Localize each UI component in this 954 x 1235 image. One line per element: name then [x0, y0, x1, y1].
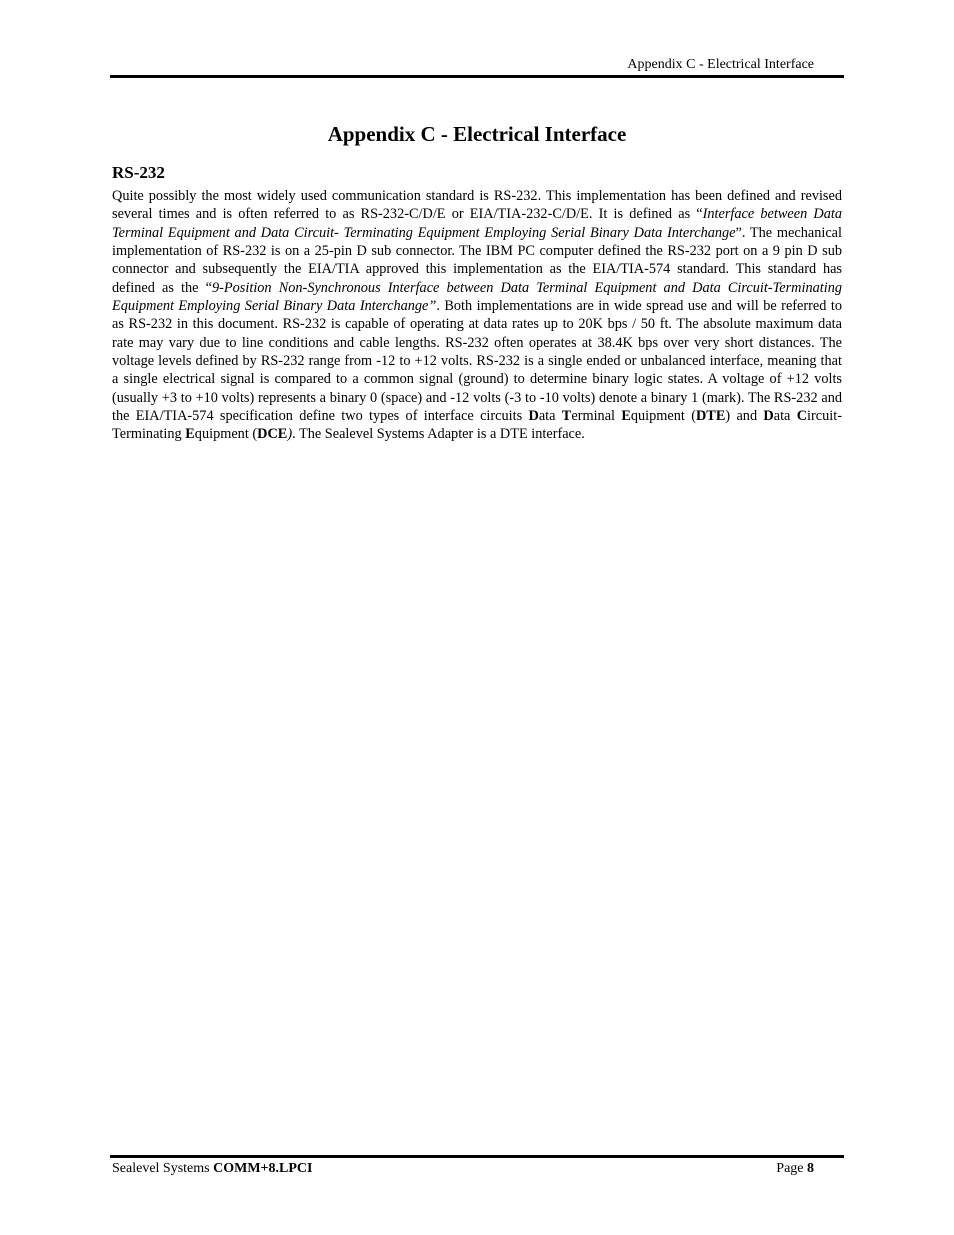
text-run: ata: [773, 408, 797, 425]
text-run: . Both implementations are in wide spread use and will be referred to as RS-232 in this document. RS-232 is capable of operating at data rates up to 20K bps / 50 ft. The absolute maximum data rate may vary due to line conditions and cable lengths. RS-232 often operates at 38.4K bps over very short distances. The voltage levels defined by RS-232 range from -12 to +12 volts. RS-232 is a single ended or unbalanced interface, meaning that a single electrical signal is compared to a common signal (ground) to determine binary logic states. A voltage of +12 volts (usually +3 to +10 volts) represents a binary 0 (space) and -12 volts (-3 to -10 volts) denote a binary 1 (mark). The RS-232 and the EIA/TIA-574 specification define two types of interface circuits: [112, 298, 842, 425]
bold-letter: E: [185, 426, 195, 443]
bold-letter: C: [796, 408, 808, 425]
bold-letter: T: [561, 408, 572, 425]
bold-letter: D: [528, 408, 539, 425]
bold-letter: E: [621, 408, 631, 425]
text-run: quipment (: [630, 408, 696, 425]
italic-text-run: ): [287, 426, 293, 443]
bold-letter: D: [763, 408, 774, 425]
footer-product: [112, 1160, 312, 1178]
dte-abbreviation: DTE: [695, 408, 726, 425]
text-run: ) and: [725, 408, 764, 425]
footer-rule: [110, 1155, 844, 1158]
page-number: 8: [807, 1161, 814, 1176]
text-run: Quite possibly the most widely used communication standard is RS-232. This implementation has been defined and revised several times and is often referred to as RS-232-C/D/E or EIA/TIA-232-C/D/E. It is defined as “: [112, 188, 842, 223]
text-run: erminal: [571, 408, 622, 425]
text-run: quipment (: [194, 426, 258, 443]
footer-company: Sealevel Systems: [112, 1161, 214, 1176]
section-heading: RS-232: [112, 163, 165, 182]
text-run: ircuit-Terminating: [112, 408, 842, 443]
dce-abbreviation: DCE: [257, 426, 288, 443]
text-run: ata: [538, 408, 562, 425]
body-paragraph: [112, 187, 842, 444]
footer-product-name: COMM+8.LPCI: [213, 1161, 313, 1176]
text-run: ”. The mechanical implementation of RS-232 is on a 25-pin D sub connector. The IBM PC computer defined the RS-232 port on a 9 pin D sub connector and subsequently the EIA/TIA approved this implementation as the EIA/TIA-574 standard. This standard has defined as the “: [112, 224, 842, 296]
page-label: Page: [776, 1161, 807, 1176]
footer-page: [776, 1160, 814, 1178]
italic-text-run: 9-Position Non-Synchronous Interface between Data Terminal Equipment and Data Circuit-Terminating Equipment Employing Serial Binary Data Interchange”: [112, 279, 842, 315]
running-header: Appendix C - Electrical Interface: [627, 57, 814, 72]
header-rule: [110, 75, 844, 78]
page-title: Appendix C - Electrical Interface: [327, 122, 627, 146]
text-run: . The Sealevel Systems Adapter is a DTE interface.: [292, 426, 585, 443]
italic-text-run: Interface between Data Terminal Equipment and Data Circuit- Terminating Equipment Employing Serial Binary Data Interchange: [112, 206, 842, 241]
